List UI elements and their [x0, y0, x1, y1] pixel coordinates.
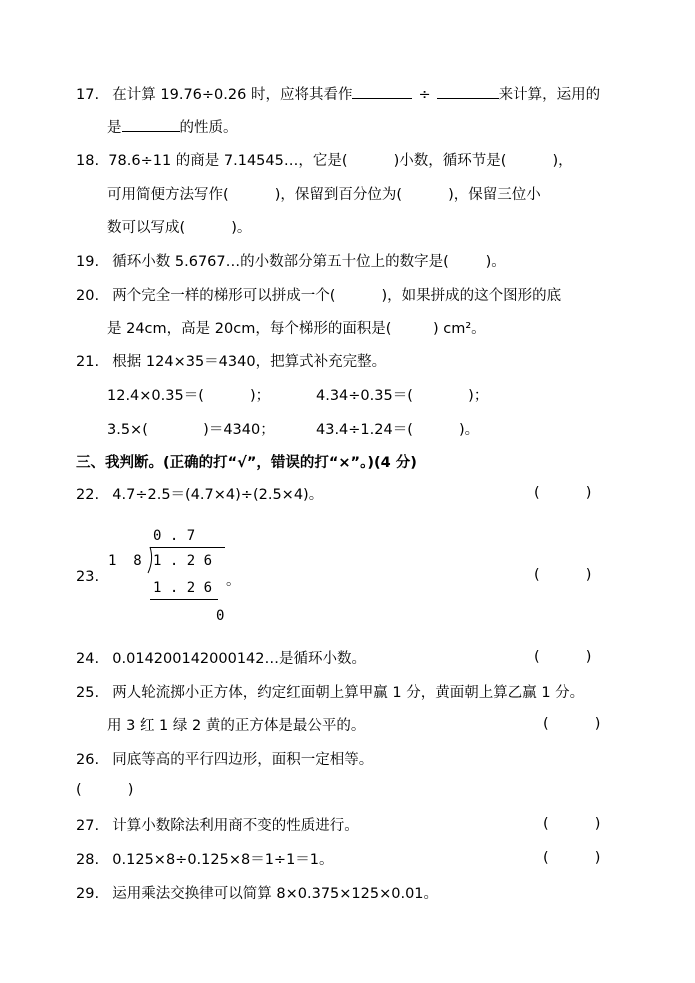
q25-answer-paren[interactable]: ( ) [543, 716, 601, 732]
q18-line1: 18. 78.6÷11 的商是 7.14545…，它是( )小数，循环节是( )， [76, 153, 573, 169]
q23-product: 1 . 2 6 [153, 580, 213, 596]
q21-eq-1: 12.4×0.35＝( )； [107, 388, 271, 404]
section-3-heading: 三、我判断。(正确的打“√”，错误的打“×”。)(4 分) [76, 455, 417, 471]
q18-line3: 数可以写成( )。 [107, 220, 252, 236]
q17-number: 17. [76, 87, 100, 103]
q18-line2: 可用简便方法写作( )，保留到百分位为( )，保留三位小 [107, 187, 541, 203]
q24-number: 24. [76, 651, 100, 667]
q26-line: 26. 同底等高的平行四边形，面积一定相等。 [76, 752, 374, 768]
q23-quotient: 0 . 7 [153, 528, 196, 544]
q23-dividend: 1 . 2 6 [153, 553, 213, 569]
q21-number: 21. [76, 354, 100, 370]
q17-line2: 是 的性质。 [107, 117, 238, 138]
q21-eq-3: 3.5×( )＝4340； [107, 422, 275, 438]
q25-number: 25. [76, 685, 100, 701]
q17-line1: 17. 在计算 19.76÷0.26 时，应将其看作 ÷ 来计算，运用的 [76, 84, 600, 105]
q27-number: 27. [76, 818, 100, 834]
q23-period: 。 [226, 573, 241, 589]
q25-line2: 用 3 红 1 绿 2 黄的正方体是最公平的。 [107, 718, 366, 734]
q26-answer-paren[interactable]: ( ) [76, 782, 134, 798]
q23-divisor: 1 8 [108, 553, 142, 569]
q18-number: 18. [76, 153, 100, 169]
q27-answer-paren[interactable]: ( ) [543, 816, 601, 832]
q21-line1: 21. 根据 124×35＝4340，把算式补充完整。 [76, 354, 387, 370]
q20-number: 20. [76, 288, 100, 304]
q19-line: 19. 循环小数 5.6767…的小数部分第五十位上的数字是( )。 [76, 254, 506, 270]
q19-number: 19. [76, 254, 100, 270]
q24-answer-paren[interactable]: ( ) [534, 649, 592, 665]
q17-blank-3[interactable] [122, 117, 180, 132]
q23-bracket-top [150, 547, 225, 548]
q20-line1: 20. 两个完全一样的梯形可以拼成一个( )，如果拼成的这个图形的底 [76, 288, 562, 304]
q23-subtract-line [150, 599, 218, 600]
q17-blank-2[interactable] [437, 84, 499, 99]
q23-remainder: 0 [216, 608, 225, 624]
q21-eq-2: 4.34÷0.35＝( )； [316, 388, 489, 404]
q26-number: 26. [76, 752, 100, 768]
q20-line2: 是 24cm，高是 20cm，每个梯形的面积是( ) cm²。 [107, 321, 486, 337]
q29-line: 29. 运用乘法交换律可以简算 8×0.375×125×0.01。 [76, 886, 439, 902]
q23-answer-paren[interactable]: ( ) [534, 567, 592, 583]
q23-number: 23. [76, 569, 100, 585]
q22-answer-paren[interactable]: ( ) [534, 485, 592, 501]
q21-eq-4: 43.4÷1.24＝( )。 [316, 422, 480, 438]
q22-number: 22. [76, 487, 100, 503]
q17-blank-1[interactable] [352, 84, 412, 99]
q28-line: 28. 0.125×8÷0.125×8＝1÷1＝1。 [76, 852, 334, 868]
q28-answer-paren[interactable]: ( ) [543, 850, 601, 866]
q24-line: 24. 0.014200142000142…是循环小数。 [76, 651, 366, 667]
q25-line1: 25. 两人轮流掷小正方体，约定红面朝上算甲赢 1 分，黄面朝上算乙赢 1 分。 [76, 685, 585, 701]
q27-line: 27. 计算小数除法利用商不变的性质进行。 [76, 818, 359, 834]
q22-line: 22. 4.7÷2.5＝(4.7×4)÷(2.5×4)。 [76, 487, 324, 503]
q28-number: 28. [76, 852, 100, 868]
q29-number: 29. [76, 886, 100, 902]
